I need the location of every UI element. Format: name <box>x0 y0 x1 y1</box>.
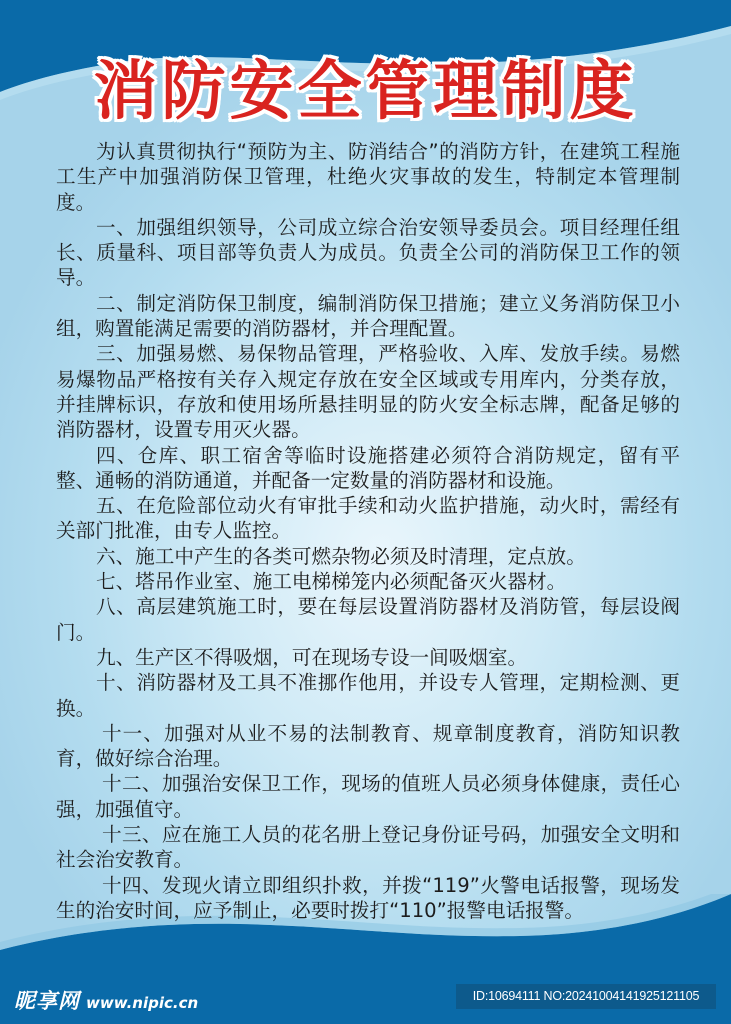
clause-3: 三、加强易燃、易保物品管理，严格验收、入库、发放手续。易燃易爆物品严格按有关存入规定存放在安全区域或专用库内，分类存放，并挂牌标识，存放和使用场所悬挂明显的防火安全标志牌，配备足够的消防器材，设置专用灭火器。 <box>56 342 680 442</box>
image-id-badge: ID:10694111 NO:20241004141925121105 <box>456 984 716 1009</box>
regulation-body <box>56 139 680 923</box>
watermark-logo <box>14 985 198 1015</box>
intro-paragraph: 为认真贯彻执行“预防为主、防消结合”的消防方针，在建筑工程施工生产中加强消防保卫管理，杜绝火灾事故的发生，特制定本管理制度。 <box>56 140 680 214</box>
clause-4: 四、仓库、职工宿舍等临时设施搭建必须符合消防规定，留有平整、通畅的消防通道，并配备一定数量的消防器材和设施。 <box>56 443 680 492</box>
clause-1: 一、加强组织领导，公司成立综合治安领导委员会。项目经理任组长、质量科、项目部等负责人为成员。负责全公司的消防保卫工作的领导。 <box>56 215 680 290</box>
page-title: 消防安全管理制度 <box>93 55 638 129</box>
clause-10: 十、消防器材及工具不准挪作他用，并设专人管理，定期检测、更换。 <box>56 671 680 720</box>
watermark-brand: 昵享网 <box>14 989 80 1013</box>
clause-7: 七、塔吊作业室、施工电梯梯笼内必须配备灭火器材。 <box>96 570 567 594</box>
clause-8: 八、高层建筑施工时，要在每层设置消防器材及消防管，每层设阀门。 <box>56 595 680 644</box>
clause-5: 五、在危险部位动火有审批手续和动火监护措施，动火时，需经有关部门批准，由专人监控。 <box>56 494 680 543</box>
clause-12: 十二、加强治安保卫工作，现场的值班人员必须身体健康，责任心强，加强值守。 <box>56 772 680 821</box>
clause-14: 十四、发现火请立即组织扑救，并拨“119”火警电话报警，现场发生的治安时间，应予制止，必要时拨打“110”报警电话报警。 <box>56 873 680 922</box>
clause-9: 九、生产区不得吸烟，可在现场专设一间吸烟室。 <box>96 645 528 669</box>
clause-11: 十一、加强对从业不易的法制教育、规章制度教育，消防知识教育，做好综合治理。 <box>56 721 680 771</box>
clause-6: 六、施工中产生的各类可燃杂物必须及时清理，定点放。 <box>96 544 586 568</box>
clause-2: 二、制定消防保卫制度，编制消防保卫措施；建立义务消防保卫小组，购置能满足需要的消防器材，并合理配置。 <box>56 291 680 341</box>
watermark-url: www.nipic.cn <box>86 994 199 1012</box>
clause-13: 十三、应在施工人员的花名册上登记身份证号码，加强安全文明和社会治安教育。 <box>56 823 680 872</box>
